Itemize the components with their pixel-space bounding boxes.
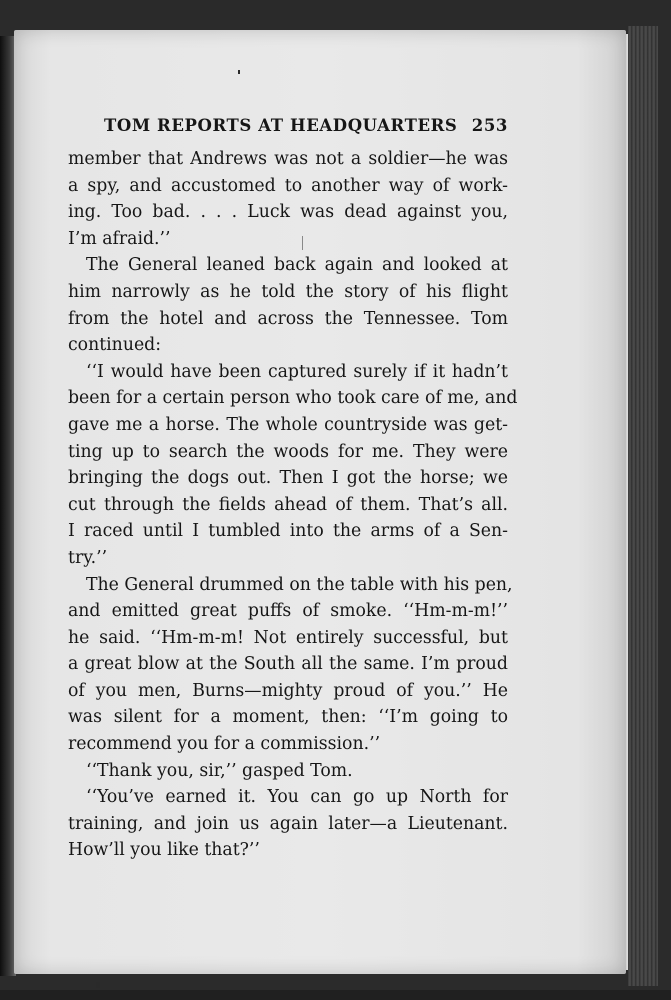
running-head-title: TOM REPORTS AT HEADQUARTERS [104, 116, 458, 135]
speck [238, 70, 240, 74]
text-block [68, 116, 518, 864]
text-line: I’m afraid.’’ [68, 228, 171, 249]
text-line: training, and join us again later—a Lieutenant. [68, 813, 508, 834]
text-line: The General drummed on the table with his pen, [86, 574, 513, 595]
text-line: was silent for a moment, then: ‘‘I’m going to [68, 707, 508, 728]
text-line: and emitted great puffs of smoke. ‘‘Hm-m-m!’’ [68, 601, 508, 622]
text-line: ting up to search the woods for me. They were [68, 441, 508, 462]
text-line: cut through the fields ahead of them. That’s all. [68, 494, 508, 515]
page-number: 253 [471, 116, 508, 135]
text-line: I raced until I tumbled into the arms of a Sen- [68, 521, 508, 542]
text-line: How’ll you like that?’’ [68, 840, 260, 861]
text-line: continued: [68, 335, 162, 356]
text-line: gave me a horse. The whole countryside was get- [68, 414, 508, 435]
text-line: ‘‘I would have been captured surely if it hadn’t [86, 361, 508, 382]
text-line: him narrowly as he told the story of his flight [68, 281, 508, 302]
text-line: member that Andrews was not a soldier—he was [68, 149, 508, 169]
cover-edge [628, 26, 658, 986]
text-line: ing. Too bad. . . . Luck was dead against you, [68, 202, 508, 223]
text-line: a spy, and accustomed to another way of work- [68, 175, 508, 196]
text-line: The General leaned back again and looked at [86, 255, 508, 276]
text-line: ‘‘Thank you, sir,’’ gasped Tom. [86, 760, 353, 781]
text-line: of you men, Burns—mighty proud of you.’’ He [68, 680, 508, 701]
running-head [104, 116, 508, 146]
text-line: been for a certain person who took care of me, and [68, 388, 518, 409]
speck [96, 982, 100, 988]
text-line: bringing the dogs out. Then I got the horse; we [68, 468, 508, 489]
text-line: from the hotel and across the Tennessee. Tom [68, 308, 508, 329]
text-line: ‘‘You’ve earned it. You can go up North for [86, 787, 508, 808]
text-line: a great blow at the South all the same. I’m proud [68, 654, 508, 675]
body-text [68, 146, 518, 864]
text-line: try.’’ [68, 547, 108, 568]
text-line: recommend you for a commission.’’ [68, 734, 381, 755]
text-line: he said. ‘‘Hm-m-m! Not entirely successful, but [68, 627, 508, 648]
